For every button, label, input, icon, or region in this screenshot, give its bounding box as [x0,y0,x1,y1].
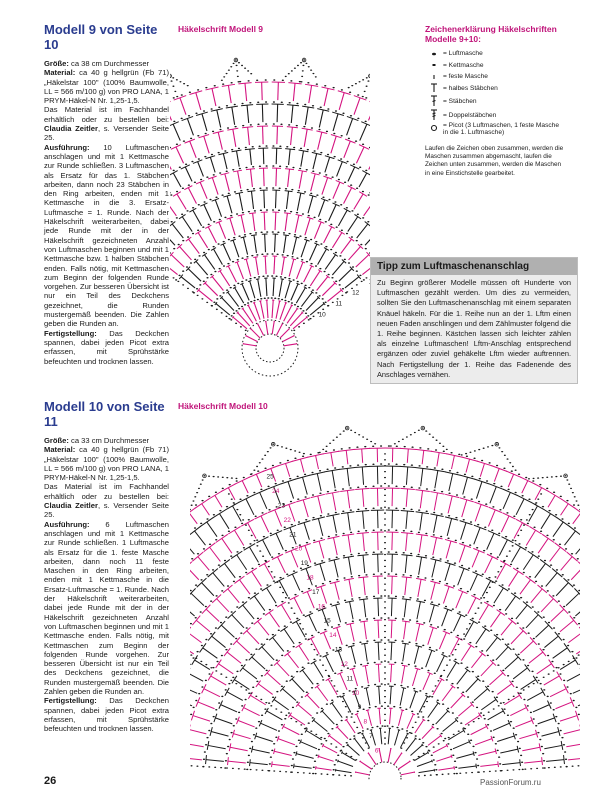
legend-item [425,94,565,108]
legend-item-label: = halbes Stäbchen [443,84,498,92]
model9-title: Modell 9 von Seite 10 [44,22,158,52]
label-groesse: Größe: [44,59,69,68]
chart10-round-band [312,705,458,774]
chart10-round-band [224,617,546,768]
round-number: 24 [272,488,280,496]
chart10-title: Häkelschrift Modell 10 [178,401,268,411]
model9-groesse: ca 38 cm Durchmesser [68,59,150,68]
chart10-spokes [190,453,580,776]
round-number: 6 [374,747,379,755]
model9-bezug-end: , s. Versender Seite 25. [44,124,170,143]
chart9-edges [170,193,370,331]
chart10-round-band [190,485,580,760]
round-number: 15 [323,617,331,625]
tip-body: Zu Beginn größerer Modelle müssen oft Hunderte von Luftmaschen gezählt werden. Um dies zu vermeiden, sollten Sie den Luftmaschenanschlag mit einem separaten Knäuel häkeln. Für die 1. Reihe nun an der 1. Lftm einen neuen Faden anschlingen und dem Zählmuster folgend die 1. Reihe beginnen. Kästchen lassen sich leichter zählen als einzelne Luftmaschen! Lftm-Anschlag entsprechend ergänzen oder zuviel gehäkelte Lftm wieder auftrennen. Nach Fertigstellung der 1. Reihe das Fadenende des Anschlages vernähen. [377,278,571,379]
round-number: 8 [363,718,368,726]
chart9-round-band [228,297,311,328]
legend-list [425,48,565,142]
round-number: 10 [318,311,326,319]
model10-bezug: Das Material ist im Fachhandel erhältlich oder zu bestellen bei: [44,482,169,501]
tip-box [370,257,578,384]
round-number: 22 [283,516,291,524]
round-number: 9 [357,704,362,712]
legend-item [425,122,565,142]
stick-icon [425,95,443,107]
label-fertigstellung: Fertigstellung: [44,328,97,338]
chart9-title: Häkelschrift Modell 9 [178,24,264,34]
chart10-round-band [268,661,502,771]
chart9-stitches [242,320,298,376]
model10-title: Modell 10 von Seite 11 [44,399,165,429]
bar-icon [425,59,443,71]
chart9-round-band [170,145,370,235]
round-number: 17 [312,588,320,596]
chart9-round-band [170,101,370,209]
round-number: 18 [306,574,314,582]
watermark: PassionForum.ru [480,778,541,787]
round-number: 7 [369,733,373,741]
round-number: 21 [289,531,297,539]
legend-item-label: = Kettmasche [443,61,484,69]
round-number: 12 [352,289,360,297]
round-number: 10 [352,689,360,697]
chart9-round-band [170,209,370,274]
model10-bezug-end: , s. Versender Seite 25. [44,501,170,520]
legend-item-label: = Doppelstäbchen [443,111,497,119]
label-ausfuehrung: Ausführung: [44,519,90,529]
dot-icon [425,48,443,60]
model10-fertigstellung: Das Deckchen spannen, dabei jeden Picot extra erfassen, mit Sprühstärke befeuchten und trocknen lassen. [44,696,169,734]
label-material: Material: [44,445,76,455]
round-number: 25 [266,473,274,481]
model9-material: ca 40 g hellgrün (Fb 71) „Häkelstar 100" (100% Baumwolle, LL = 566 m/100 g) von PRO LANA, 1 PRYM-Häkel-N Nr. 1,25-1,5. [44,68,169,106]
picot-icon [425,122,443,134]
round-number: 13 [334,646,343,654]
model9-ausfuehrung: 10 Luftmaschen anschlagen und mit 1 Kettmasche zur Runde schließen. 3 Luftmaschen als Ersatz für das 1. Stäbchen arbeiten, dann noch 23 Stäbchen in den Ring arbeiten, enden mit 1 Kettmasche in die 3. Ersatz-Luftmasche = 1. Runde. Nach der Häkelschrift weiterarbeiten, dabei jede Runde mit der in der Häkelschrift gezeichneten Anzahl von Luftmaschen beginnen und mit 1 Kettmasche bzw. 1 halben Stäbchen enden. Falls nötig, mit Kettmaschen zum Beginn der folgenden Runde vorgehen. Zur besseren Übersicht ist nur ein Teil des Deckchens gezeichnet, die Runden mustergemäß beenden. Die Zahlen geben die Runden an. [44,142,169,329]
round-number: 11 [335,300,343,308]
label-fertigstellung: Fertigstellung: [44,696,97,706]
chart9-round-band [193,253,347,301]
model10-ausfuehrung: 6 Luftmaschen anschlagen und mit 1 Kettmasche zur Runde schließen. 1 Luftmasche als Ersatz für die 1. feste Masche arbeiten, dann noch 11 feste Maschen in den Ring arbeiten, enden mit 1 Kettmasche in die Ersatz-Luftmasche = 1. Runde. Nach der Häkelschrift weiterarbeiten, dabei jede Runde mit der in der Häkelschrift gezeichneten Anzahl von Luftmaschen beginnen und mit 1 Kettmasche enden. Falls nötig, mit Kettmaschen zum Beginn der folgenden Runde vorgehen. Zur besseren Übersicht ist nur ein Teil des Deckchens gezeichnet, die Runden mustergemäß beenden. Die Zahlen geben die Runden an. [44,519,169,697]
page-number: 26 [44,775,57,787]
tip-title: Tipp zum Luftmaschenanschlag [371,258,577,275]
round-number: 11 [346,675,354,683]
model10-instructions [44,436,169,734]
legend-item [425,83,565,95]
legend-title: Zeichenerklärung Häkelschriften Modelle 9+10: [425,24,557,44]
legend-item-label: = Picot (3 Luftmaschen, 1 feste Masche in die 1. Luftmasche) [443,122,559,136]
round-number: 23 [277,502,286,510]
round-number: 19 [300,560,308,568]
model10-supplier: Claudia Zeitler [44,501,98,511]
chart10-round-band [190,529,580,763]
round-number: 12 [340,660,348,668]
chart10-stitches [355,748,414,780]
chart9-round-band [211,275,330,315]
chart10-diagram [190,408,580,780]
round-number: 16 [317,603,326,611]
model10-groesse: ca 33 cm Durchmesser [68,436,150,445]
legend-item-label: = feste Masche [443,73,488,81]
double-stick-icon [425,109,443,121]
model9-supplier: Claudia Zeitler [44,124,98,134]
label-ausfuehrung: Ausführung: [44,142,90,152]
chart10-round-band [190,507,580,762]
short-bar-icon [425,71,443,83]
round-number: 20 [294,545,303,553]
chart9-scallops [170,58,370,176]
model9-instructions [44,59,169,366]
legend-item [425,48,565,60]
legend-item [425,108,565,122]
model10-section [44,399,169,734]
chart9-round-band [170,187,370,261]
label-groesse: Größe: [44,436,69,445]
legend-item-label: = Luftmasche [443,50,483,58]
chart9-diagram [170,30,370,385]
chart10-round-band [246,639,524,770]
model10-material: ca 40 g hellgrün (Fb 71) „Häkelstar 100" (100% Baumwolle, LL = 566 m/100 g) von PRO LANA, 1 PRYM-Häkel-N Nr. 1,25-1,5. [44,445,169,483]
model9-section [44,22,169,366]
chart9-round-band [175,231,365,288]
chart9-round-band [170,123,370,222]
legend-item-label: = Stäbchen [443,97,477,105]
legend [425,24,565,178]
legend-item [425,71,565,83]
legend-note: Laufen die Zeichen oben zusammen, werden die Maschen zusammen abgemascht, laufen die Zeichen unten zusammen, werden die Maschen in eine Einstichstelle gearbeitet. [425,145,564,177]
round-number: 14 [329,632,337,640]
model9-fertigstellung: Das Deckchen spannen, dabei jeden Picot extra erfassen, mit Sprühstärke befeuchten und trocknen lassen. [44,328,169,366]
label-material: Material: [44,68,76,78]
legend-item [425,60,565,72]
t-icon [425,82,443,94]
model9-bezug: Das Material ist im Fachhandel erhältlich oder zu bestellen bei: [44,105,169,124]
